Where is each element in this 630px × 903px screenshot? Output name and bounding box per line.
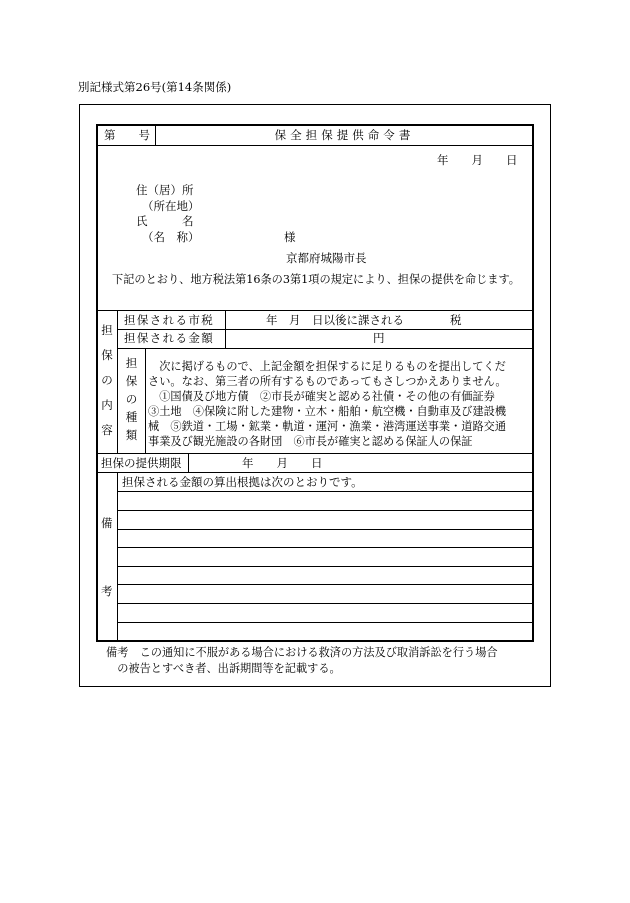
remarks-rule: [117, 603, 534, 604]
order-text: 下記のとおり、地方税法第16条の3第1項の規定により、担保の提供を命じます。: [112, 273, 520, 286]
remarks-label: 備: [101, 516, 113, 530]
issuer-name: 京都府城陽市長: [286, 251, 367, 265]
footer-note: 備考 この通知に不服がある場合における救済の方法及び取消訴訟を行う場合: [106, 646, 498, 659]
collateral-type-label: 担 保 の 種 類: [125, 356, 138, 442]
issue-date: 年 月 日: [437, 153, 518, 167]
type-line: 次に掲げるもので、上記金額を担保するに足りるものを提出してくだ: [148, 360, 506, 373]
collateral-content-label: 担 保 の 内 容: [101, 323, 113, 437]
deadline-value: 年 月 日: [242, 456, 323, 470]
type-line: さい。なお、第三者の所有するものであってもさしつかえありません。: [148, 375, 507, 388]
form-reference: 別記様式第26号(第14条関係): [78, 80, 232, 94]
type-line: 事業及び観光施設の各財団 ⑥市長が確実と認める保証人の保証: [148, 435, 473, 448]
honorific: 様: [284, 230, 296, 244]
type-line: ③土地 ④保険に附した建物・立木・船舶・航空機・自動車及び建設機: [148, 405, 507, 418]
location-label: （所在地）: [142, 199, 200, 213]
remarks-first-line: 担保される金額の算出根拠は次のとおりです。: [122, 475, 363, 489]
remarks-label: 考: [101, 584, 113, 598]
entity-label: （名 称）: [142, 230, 200, 244]
amount-label: 担保される金額: [124, 331, 215, 345]
remarks-rule: [117, 622, 534, 623]
remarks-rule: [117, 566, 534, 567]
type-line: ①国債及び地方債 ②市長が確実と認める社債・その他の有価証券: [148, 390, 495, 403]
document-title: 保全担保提供命令書: [274, 128, 415, 142]
address-label: 住（居）所: [136, 183, 194, 197]
remarks-rule: [117, 491, 534, 492]
remarks-rule: [117, 510, 534, 511]
amount-value: 円: [373, 331, 385, 345]
remarks-rule: [117, 529, 534, 530]
remarks-rule: [117, 547, 534, 548]
tax-value: 年 月 日以後に課される 税: [266, 313, 462, 327]
tax-label: 担保される市税: [124, 313, 215, 327]
name-label: 氏 名: [136, 214, 194, 228]
remarks-rule: [117, 584, 534, 585]
footer-note: の被告とすべき者、出訴期間等を記載する。: [106, 662, 341, 675]
number-label: 第 号: [104, 128, 150, 142]
type-line: 械 ⑤鉄道・工場・鉱業・軌道・運河・漁業・港湾運送事業・道路交通: [148, 420, 507, 433]
deadline-label: 担保の提供期限: [101, 456, 182, 470]
